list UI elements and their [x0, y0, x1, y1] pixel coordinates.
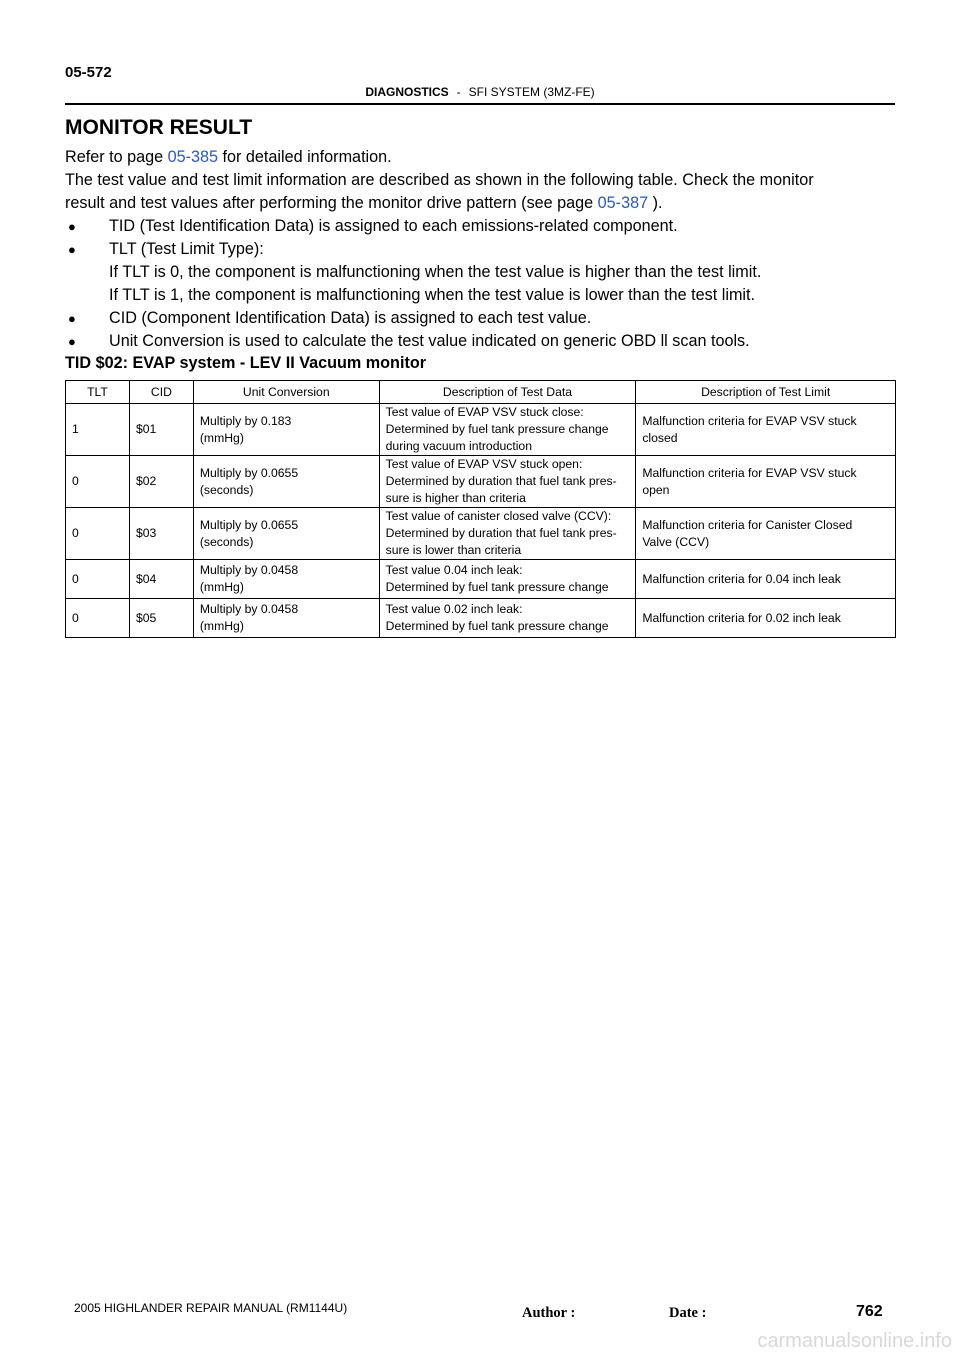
- cid-cell: $04: [129, 560, 193, 599]
- page-link-05-387[interactable]: 05-387: [597, 194, 649, 212]
- header-separator: -: [456, 85, 461, 99]
- test-data-cell: Test value of EVAP VSV stuck open: Determined by duration that fuel tank pres- sure is higher than criteria: [379, 456, 636, 508]
- bullet-dot-icon: ●: [68, 219, 76, 234]
- test-limit-cell: Malfunction criteria for EVAP VSV stuck open: [636, 456, 896, 508]
- table-row: [66, 404, 896, 456]
- page-title: MONITOR RESULT: [65, 116, 253, 139]
- test-data-cell: Test value of EVAP VSV stuck close: Determined by fuel tank pressure change during vacuum introduction: [379, 404, 636, 456]
- bullet-text: Unit Conversion is used to calculate the test value indicated on generic OBD ll scan tools.: [109, 332, 750, 350]
- tlt-cell: 1: [66, 404, 130, 456]
- cid-cell: $01: [129, 404, 193, 456]
- header-subsection: SFI SYSTEM (3MZ-FE): [468, 85, 595, 99]
- test-data-cell: Test value 0.04 inch leak: Determined by fuel tank pressure change: [379, 560, 636, 599]
- intro-text: Refer to page: [65, 148, 168, 166]
- test-limit-cell: Malfunction criteria for EVAP VSV stuck closed: [636, 404, 896, 456]
- tid-heading: TID $02: EVAP system - LEV II Vacuum monitor: [65, 354, 427, 372]
- unit-conversion-cell: Multiply by 0.0458 (mmHg): [193, 599, 379, 638]
- cid-cell: $02: [129, 456, 193, 508]
- running-header: [65, 85, 895, 105]
- page-link-05-385[interactable]: 05-385: [167, 148, 218, 166]
- unit-conversion-cell: Multiply by 0.0655 (seconds): [193, 456, 379, 508]
- bullet-dot-icon: ●: [68, 311, 76, 326]
- header-section: DIAGNOSTICS: [365, 85, 449, 99]
- cid-cell: $05: [129, 599, 193, 638]
- column-header-test-data: Description of Test Data: [379, 381, 636, 404]
- bullet-subtext: If TLT is 0, the component is malfunctioning when the test value is higher than the test limit.: [109, 263, 762, 281]
- cid-cell: $03: [129, 508, 193, 560]
- table-row: [66, 456, 896, 508]
- watermark: carmanualsonline.info: [757, 1330, 952, 1352]
- bullet-dot-icon: ●: [68, 242, 76, 257]
- footer-date-label: Date :: [669, 1305, 707, 1321]
- unit-conversion-cell: Multiply by 0.0655 (seconds): [193, 508, 379, 560]
- tlt-cell: 0: [66, 508, 130, 560]
- intro-line-1: [65, 146, 392, 169]
- intro-text: result and test values after performing the monitor drive pattern (see page: [65, 194, 598, 212]
- test-limit-cell: Malfunction criteria for Canister Closed Valve (CCV): [636, 508, 896, 560]
- page-number: 05-572: [65, 64, 112, 81]
- tlt-cell: 0: [66, 560, 130, 599]
- intro-text: ).: [648, 194, 663, 212]
- intro-line-3: [65, 192, 662, 215]
- bullet-text: TID (Test Identification Data) is assigned to each emissions-related component.: [109, 217, 678, 235]
- column-header-unit-conversion: Unit Conversion: [193, 381, 379, 404]
- column-header-tlt: TLT: [66, 381, 130, 404]
- tlt-cell: 0: [66, 599, 130, 638]
- column-header-test-limit: Description of Test Limit: [636, 381, 896, 404]
- test-limit-cell: Malfunction criteria for 0.02 inch leak: [636, 599, 896, 638]
- bullet-subtext: If TLT is 1, the component is malfunctioning when the test value is lower than the test limit.: [109, 286, 756, 304]
- bullet-text: CID (Component Identification Data) is assigned to each test value.: [109, 309, 592, 327]
- intro-text: for detailed information.: [218, 148, 392, 166]
- footer-manual-title: 2005 HIGHLANDER REPAIR MANUAL (RM1144U): [74, 1301, 348, 1315]
- monitor-result-table: [65, 380, 896, 638]
- unit-conversion-cell: Multiply by 0.183 (mmHg): [193, 404, 379, 456]
- unit-conversion-cell: Multiply by 0.0458 (mmHg): [193, 560, 379, 599]
- table-header-row: [66, 381, 896, 404]
- bullet-text: TLT (Test Limit Type):: [109, 240, 264, 258]
- footer-page-number: 762: [856, 1303, 883, 1320]
- test-data-cell: Test value of canister closed valve (CCV): Determined by duration that fuel tank pres- sure is lower than criteria: [379, 508, 636, 560]
- footer-author-label: Author :: [522, 1305, 576, 1321]
- bullet-dot-icon: ●: [68, 334, 76, 349]
- tlt-cell: 0: [66, 456, 130, 508]
- table-row: [66, 599, 896, 638]
- table-row: [66, 560, 896, 599]
- table-row: [66, 508, 896, 560]
- column-header-cid: CID: [129, 381, 193, 404]
- test-limit-cell: Malfunction criteria for 0.04 inch leak: [636, 560, 896, 599]
- test-data-cell: Test value 0.02 inch leak: Determined by fuel tank pressure change: [379, 599, 636, 638]
- intro-line-2: The test value and test limit information are described as shown in the following table. Check the monitor: [65, 171, 814, 189]
